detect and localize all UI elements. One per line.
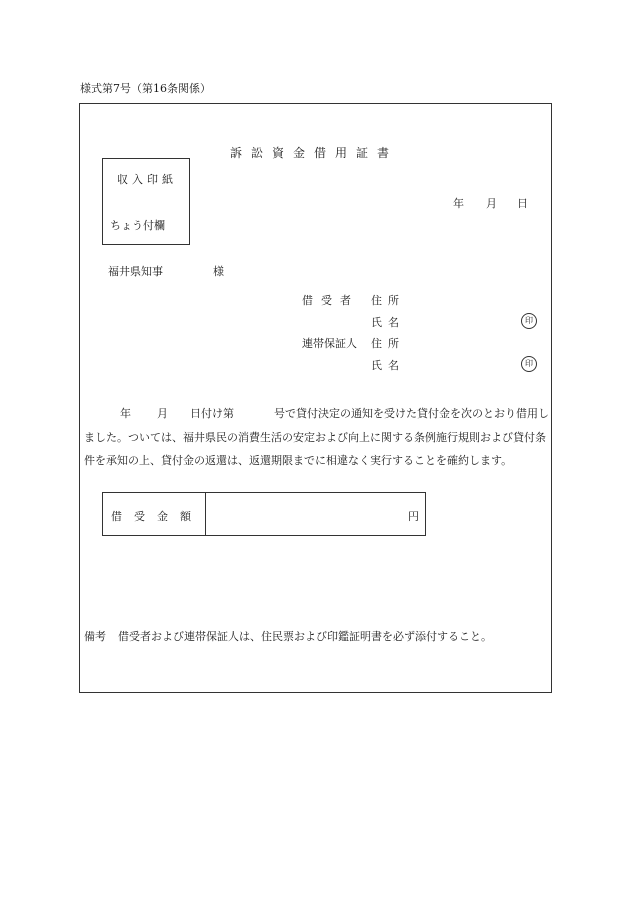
loan-amount-unit: 円: [408, 510, 419, 523]
remarks-label: 備考: [84, 630, 106, 643]
guarantor-name-label: 氏名: [371, 359, 405, 372]
form-number: 様式第7号（第16条関係）: [80, 82, 211, 95]
loan-amount-table: [102, 492, 426, 536]
body-text: 号で貸付決定の通知を受けた貸付金を次のとおり借用しました。ついては、福井県民の消費生活の安定および向上に関する条例施行規則および貸付条件を承知の上、貸付金の返還は、返還期限までに相違なく実行することを確約します。: [84, 407, 549, 467]
loan-label-cell: [103, 493, 206, 535]
remarks-text: 借受者および連帯保証人は、住民票および印鑑証明書を必ず添付すること。: [118, 630, 492, 643]
stamp-label-line2: ちょう付欄: [110, 219, 165, 232]
guarantor-seal-mark: 印: [521, 356, 537, 372]
borrower-seal-mark: 印: [521, 313, 537, 329]
body-month: 月: [157, 407, 168, 420]
borrower-address-label: 住所: [371, 294, 405, 307]
addressee-name: 福井県知事: [108, 265, 163, 278]
date-year: 年: [453, 197, 464, 210]
body-date-suffix: 日付け第: [190, 407, 234, 420]
date-line: [453, 195, 528, 211]
borrower-role: 借受者: [302, 294, 359, 307]
stamp-label-line1: 収入印紙: [117, 173, 177, 186]
body-year: 年: [120, 407, 131, 420]
loan-amount-label: 借受金額: [111, 510, 203, 523]
addressee-honorific: 様: [213, 265, 224, 278]
date-day: 日: [517, 197, 528, 210]
date-month: 月: [486, 197, 497, 210]
body-paragraph: [84, 402, 550, 473]
document-title: 訴訟資金借用証書: [230, 146, 399, 160]
borrower-name-label: 氏名: [371, 316, 405, 329]
guarantor-address-label: 住所: [371, 337, 405, 350]
guarantor-role: 連帯保証人: [302, 337, 357, 350]
